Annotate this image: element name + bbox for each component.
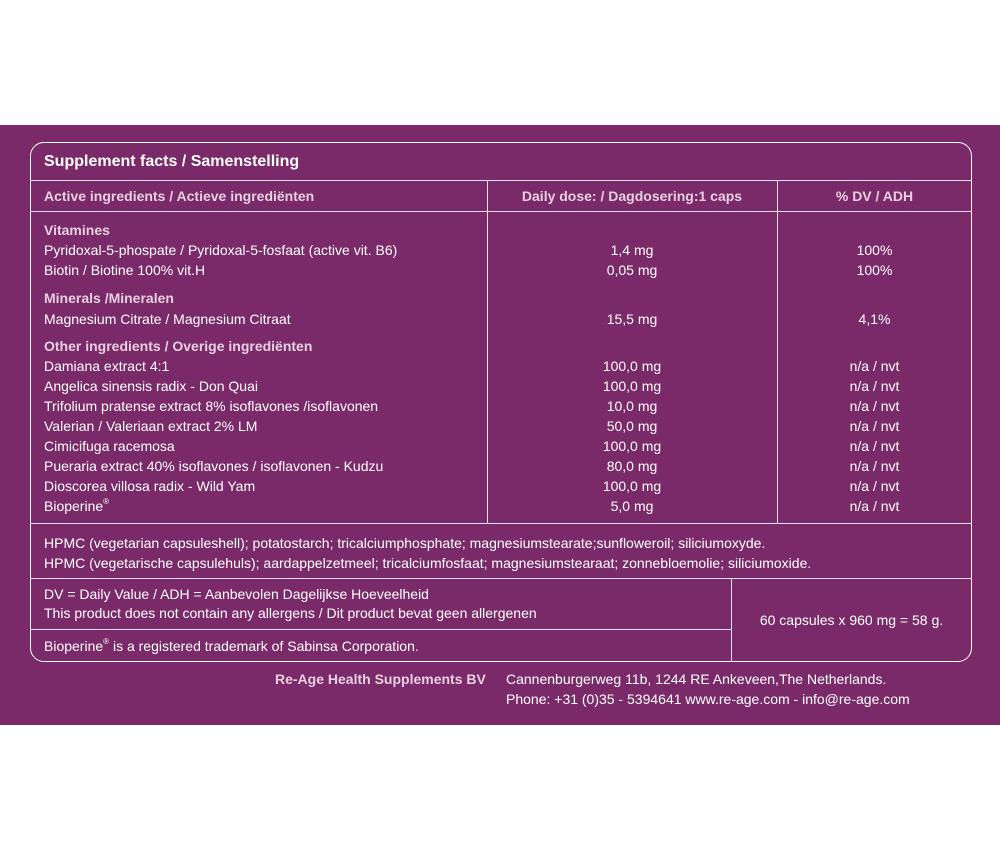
trademark-note bbox=[44, 638, 419, 654]
divider bbox=[31, 180, 971, 181]
capsule-quantity: 60 capsules x 960 mg = 58 g. bbox=[759, 612, 944, 628]
ingredient-dose: 1,4 mg bbox=[610, 242, 654, 258]
ingredient-name: Magnesium Citrate / Magnesium Citraat bbox=[44, 311, 291, 327]
ingredient-name: Dioscorea villosa radix - Wild Yam bbox=[44, 478, 256, 494]
ingredient-name: Pyridoxal-5-phospate / Pyridoxal-5-fosfaat (active vit. B6) bbox=[44, 242, 398, 258]
section-heading-vitamins: Vitamines bbox=[44, 222, 110, 238]
ingredient-dv: n/a / nvt bbox=[849, 458, 900, 474]
divider bbox=[31, 578, 971, 579]
ingredient-dv: n/a / nvt bbox=[849, 478, 900, 494]
ingredient-dose: 80,0 mg bbox=[606, 458, 658, 474]
header-daily-dose: Daily dose: / Dagdosering:1 caps bbox=[521, 188, 743, 204]
allergen-statement: This product does not contain any allergens / Dit product bevat geen allergenen bbox=[44, 605, 537, 621]
ingredient-name: Cimicifuga racemosa bbox=[44, 438, 175, 454]
ingredient-dose: 100,0 mg bbox=[602, 378, 662, 394]
ingredient-dose: 5,0 mg bbox=[610, 498, 654, 514]
ingredient-dv: 100% bbox=[856, 262, 893, 278]
excipients-nl: HPMC (vegetarische capsulehuls); aardappelzetmeel; tricalciumfosfaat; magnesiumstearaat; zonnebloemolie; siliciumoxide. bbox=[44, 555, 812, 571]
trademark-name: Bioperine bbox=[44, 638, 104, 654]
divider bbox=[31, 523, 971, 524]
company-address: Cannenburgerweg 11b, 1244 RE Ankeveen,The Netherlands. bbox=[506, 671, 887, 687]
ingredient-dose: 100,0 mg bbox=[602, 478, 662, 494]
ingredient-name: Angelica sinensis radix - Don Quai bbox=[44, 378, 258, 394]
registered-mark: ® bbox=[103, 637, 110, 646]
ingredient-name: Valerian / Valeriaan extract 2% LM bbox=[44, 418, 258, 434]
excipients-en: HPMC (vegetarian capsuleshell); potatostarch; tricalciumphosphate; magnesiumstearate;sunfloweroil; siliciumoxyde. bbox=[44, 535, 766, 551]
trademark-text: is a registered trademark of Sabinsa Corporation. bbox=[109, 638, 419, 654]
table-title: Supplement facts / Samenstelling bbox=[44, 153, 300, 170]
ingredient-dose: 50,0 mg bbox=[606, 418, 658, 434]
ingredient-dose: 10,0 mg bbox=[606, 398, 658, 414]
ingredient-name: Trifolium pratense extract 8% isoflavones /isoflavonen bbox=[44, 398, 379, 414]
ingredient-dose: 0,05 mg bbox=[606, 262, 658, 278]
divider bbox=[31, 211, 971, 212]
ingredient-name: Bioperine bbox=[44, 498, 104, 514]
ingredient-dv: n/a / nvt bbox=[849, 358, 900, 374]
ingredient-name: Pueraria extract 40% isoflavones / isoflavonen - Kudzu bbox=[44, 458, 384, 474]
ingredient-dv: 100% bbox=[856, 242, 893, 258]
ingredient-dose: 15,5 mg bbox=[606, 311, 658, 327]
divider bbox=[31, 629, 731, 630]
ingredient-name-bioperine bbox=[44, 498, 109, 514]
company-contact: Phone: +31 (0)35 - 5394641 www.re-age.com - info@re-age.com bbox=[506, 691, 910, 707]
dv-definition: DV = Daily Value / ADH = Aanbevolen Dagelijkse Hoeveelheid bbox=[44, 586, 429, 602]
ingredient-dv: n/a / nvt bbox=[849, 398, 900, 414]
header-dv: % DV / ADH bbox=[835, 188, 914, 204]
ingredient-dose: 100,0 mg bbox=[602, 438, 662, 454]
ingredient-name: Biotin / Biotine 100% vit.H bbox=[44, 262, 206, 278]
ingredient-dv: n/a / nvt bbox=[849, 498, 900, 514]
registered-mark: ® bbox=[103, 497, 110, 506]
ingredient-dose: 100,0 mg bbox=[602, 358, 662, 374]
ingredient-dv: n/a / nvt bbox=[849, 418, 900, 434]
ingredient-name: Damiana extract 4:1 bbox=[44, 358, 170, 374]
company-name: Re-Age Health Supplements BV bbox=[275, 671, 486, 687]
ingredient-dv: 4,1% bbox=[858, 311, 891, 327]
header-ingredients: Active ingredients / Actieve ingrediënten bbox=[44, 188, 315, 204]
ingredient-dv: n/a / nvt bbox=[849, 378, 900, 394]
section-heading-other: Other ingredients / Overige ingrediënten bbox=[44, 338, 313, 354]
ingredient-dv: n/a / nvt bbox=[849, 438, 900, 454]
section-heading-minerals: Minerals /Mineralen bbox=[44, 290, 174, 306]
